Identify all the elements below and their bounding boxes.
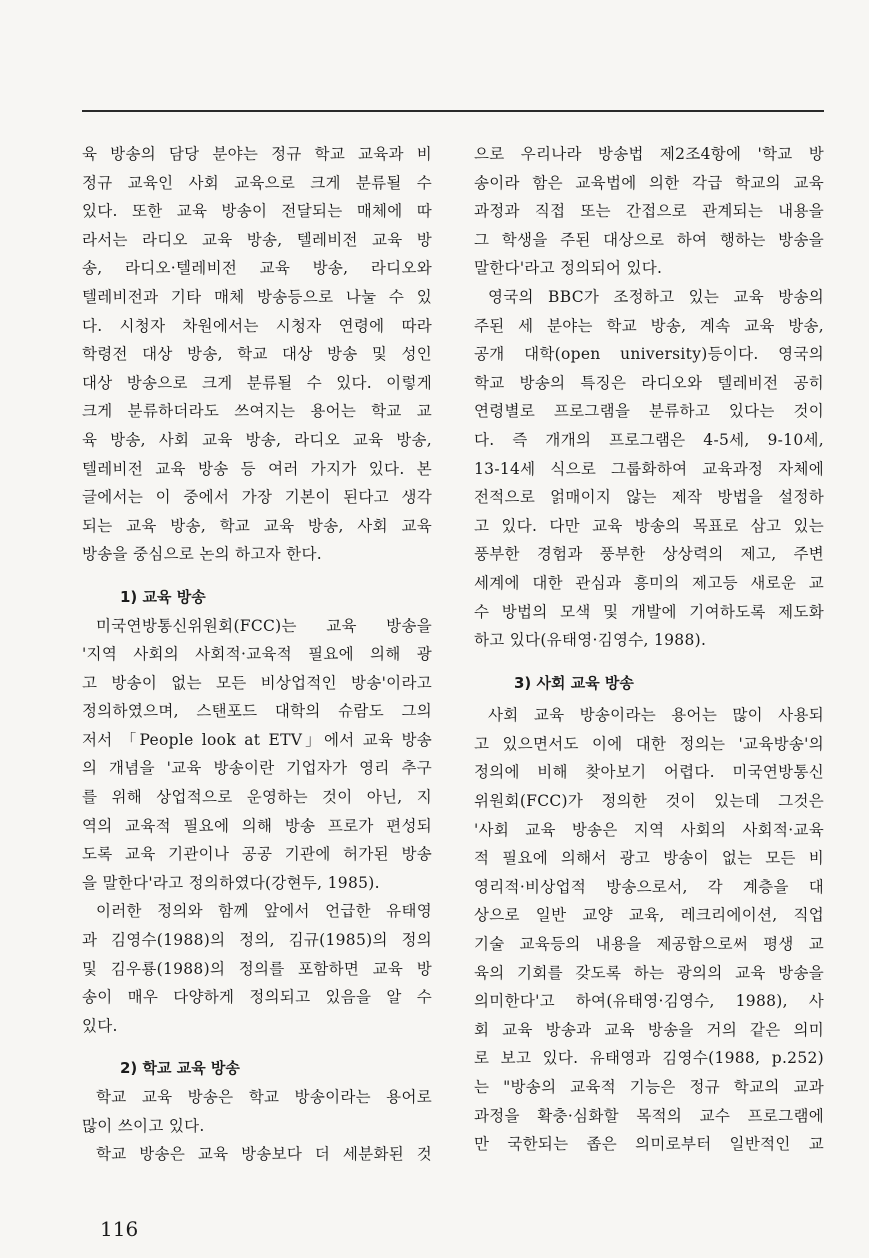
text-line: 공개 대학(open university)등이다. 영국의	[474, 345, 824, 364]
text-line: 으로 우리나라 방송법 제2조4항에 '학교 방	[474, 145, 824, 163]
text-line: '지역 사회의 사회적·교육적 필요에 의해 광	[82, 645, 432, 664]
page-number: 116	[100, 1217, 139, 1241]
text-line: 역의 교육적 필요에 의해 방송 프로가 편성되	[82, 816, 432, 835]
text-line: 회 교육 방송과 교육 방송을 거의 같은 의미	[474, 1020, 824, 1039]
text-line: 고 방송이 없는 모든 비상업적인 방송'이라고	[82, 673, 432, 692]
text-line: 연령별로 프로그램을 분류하고 있다는 것이	[474, 402, 824, 421]
text-line: 글에서는 이 중에서 가장 기본이 된다고 생각	[82, 488, 432, 507]
paragraph-social-education-definition	[474, 701, 824, 1159]
text-line: 대상 방송으로 크게 분류될 수 있다. 이렇게	[82, 373, 432, 392]
text-line: 학령전 대상 방송, 학교 대상 방송 및 성인	[82, 345, 432, 364]
text-line: 되는 교육 방송, 학교 교육 방송, 사회 교육	[82, 516, 432, 535]
text-line: 학교 방송의 특징은 라디오와 텔레비전 공히	[474, 373, 824, 392]
left-column	[82, 140, 432, 1169]
paragraph-fcc-definition	[82, 612, 432, 898]
text-line: 다. 시청자 차원에서는 시청자 연령에 따라	[82, 316, 432, 335]
header-rule	[82, 110, 824, 112]
paragraph-school-broadcast-detail	[82, 1140, 432, 1169]
text-line: 사회 교육 방송이라는 용어는 많이 사용되	[488, 706, 824, 725]
text-line: 및 김우룡(1988)의 정의를 포함하면 교육 방	[82, 959, 432, 978]
text-line: 의 개념을 '교육 방송이란 기업자가 영리 추구	[82, 759, 432, 778]
text-line: 송, 라디오·텔레비전 교육 방송, 라디오와	[82, 259, 432, 278]
text-line: 만 국한되는 좁은 의미로부터 일반적인 교	[474, 1135, 824, 1154]
text-line: 수 방법의 모색 및 개발에 기여하도록 제도화	[474, 602, 824, 621]
text-line: 다. 즉 개개의 프로그램은 4-5세, 9-10세,	[474, 430, 824, 449]
text-line: 적 필요에 의해서 광고 방송이 없는 모든 비	[474, 849, 824, 868]
text-line: 도록 교육 기관이나 공공 기관에 허가된 방송	[82, 845, 432, 864]
text-line: 하고 있다(유태영·김영수, 1988).	[474, 631, 707, 650]
text-line: 을 말한다'라고 정의하였다(강현두, 1985).	[82, 873, 380, 892]
paragraph-definitions-summary	[82, 897, 432, 1040]
text-line: 13-14세 식으로 그룹화하여 교육과정 자체에	[474, 459, 824, 478]
right-column	[474, 140, 824, 1159]
paragraph-broadcast-law	[474, 140, 824, 283]
text-line: 많이 쓰이고 있다.	[82, 1116, 205, 1135]
text-line: 풍부한 경험과 풍부한 상상력의 제고, 주변	[474, 545, 824, 564]
section-heading-school-broadcast: 2) 학교 교육 방송	[120, 1059, 240, 1078]
text-line: 정의하였으며, 스탠포드 대학의 슈람도 그의	[82, 702, 432, 721]
text-line: 를 위해 상업적으로 운영하는 것이 아닌, 지	[82, 788, 432, 807]
text-line: 로 보고 있다. 유태영과 김영수(1988, p.252)	[474, 1049, 824, 1068]
text-line: 기술 교육등의 내용을 제공함으로써 평생 교	[474, 935, 824, 954]
text-line: 라서는 라디오 교육 방송, 텔레비전 교육 방	[82, 230, 432, 249]
text-line: 방송을 중심으로 논의 하고자 한다.	[82, 545, 322, 564]
text-line: 송이라 함은 교육법에 의한 각급 학교의 교육	[474, 173, 824, 192]
section-heading-social-education-broadcast: 3) 사회 교육 방송	[514, 673, 634, 692]
text-line: 육 방송, 사회 교육 방송, 라디오 교육 방송,	[82, 430, 432, 449]
text-line: 과정을 확충·심화할 목적의 교수 프로그램에	[474, 1106, 824, 1125]
text-line: 정규 교육인 사회 교육으로 크게 분류될 수	[82, 173, 432, 192]
text-line: 과 김영수(1988)의 정의, 김규(1985)의 정의	[82, 931, 432, 950]
text-line: 고 있으면서도 이에 대한 정의는 '교육방송'의	[474, 734, 824, 753]
text-line: 학교 교육 방송은 학교 방송이라는 용어로	[96, 1088, 432, 1106]
text-line: 세계에 대한 관심과 흥미의 제고등 새로운 교	[474, 573, 824, 592]
text-line: 그 학생을 주된 대상으로 하여 행하는 방송을	[474, 230, 824, 249]
text-line: 과정과 직접 또는 간접으로 관계되는 내용을	[474, 202, 824, 221]
text-line: '사회 교육 방송은 지역 사회의 사회적·교육	[474, 820, 824, 839]
text-line: 미국연방통신위원회(FCC)는 교육 방송을	[96, 616, 432, 635]
text-line: 송이 매우 다양하게 정의되고 있음을 알 수	[82, 988, 432, 1007]
text-line: 의미한다'고 하여(유태영·김영수, 1988), 사	[474, 992, 824, 1011]
text-line: 말한다'라고 정의되어 있다.	[474, 259, 663, 278]
section-heading-education-broadcast: 1) 교육 방송	[120, 587, 206, 606]
text-line: 위원회(FCC)가 정의한 것이 있는데 그것은	[474, 792, 824, 811]
paragraph-bbc-education	[474, 283, 824, 655]
text-line: 이러한 정의와 함께 앞에서 언급한 유태영	[96, 902, 432, 921]
text-line: 텔레비전과 기타 매체 방송등으로 나눌 수 있	[82, 287, 432, 306]
text-line: 영국의 BBC가 조정하고 있는 교육 방송의	[488, 287, 824, 306]
text-line: 전적으로 얽매이지 않는 제작 방법을 설정하	[474, 488, 824, 507]
text-line: 학교 방송은 교육 방송보다 더 세분화된 것	[96, 1145, 432, 1164]
text-line: 는 "방송의 교육적 기능은 정규 학교의 교과	[474, 1078, 824, 1096]
text-line: 고 있다. 다만 교육 방송의 목표로 삼고 있는	[474, 516, 824, 535]
text-line: 있다.	[82, 1016, 118, 1035]
text-line: 영리적·비상업적 방송으로서, 각 계층을 대	[474, 877, 824, 896]
text-line: 육 방송의 담당 분야는 정규 학교 교육과 비	[82, 145, 432, 163]
text-line: 크게 분류하더라도 쓰여지는 용어는 학교 교	[82, 402, 432, 421]
text-line: 있다. 또한 교육 방송이 전달되는 매체에 따	[82, 202, 432, 221]
text-line: 육의 기회를 갖도록 하는 광의의 교육 방송을	[474, 963, 824, 982]
paragraph-school-broadcast-term	[82, 1083, 432, 1140]
text-line: 정의에 비해 찾아보기 어렵다. 미국연방통신	[474, 763, 824, 782]
text-line: 상으로 일반 교양 교육, 레크리에이션, 직업	[474, 906, 824, 925]
text-line: 텔레비전 교육 방송 등 여러 가지가 있다. 본	[82, 459, 432, 478]
text-line: 저서 「People look at ETV」에서 교육 방송	[82, 730, 432, 749]
paragraph-education-broadcast-categories	[82, 140, 432, 569]
text-line: 주된 세 분야는 학교 방송, 계속 교육 방송,	[474, 316, 824, 335]
